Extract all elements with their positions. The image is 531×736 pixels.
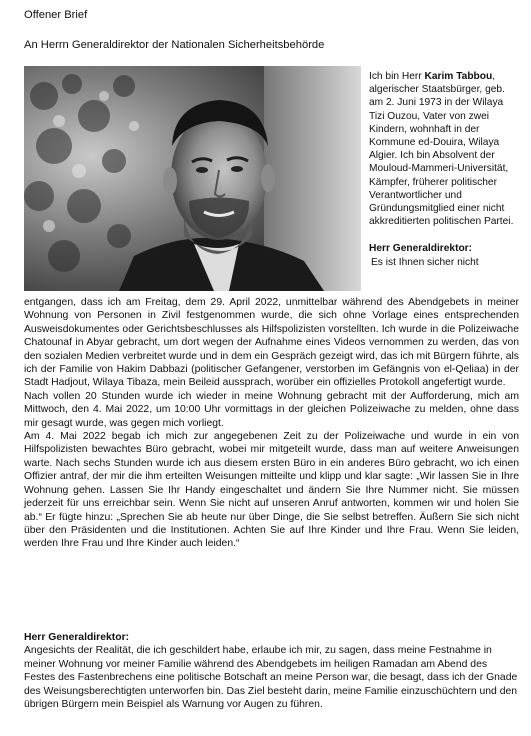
letter-closing xyxy=(24,631,519,711)
second-paragraph: Nach vollen 20 Stunden wurde ich wieder in meine Wohnung gebracht mit der Aufforderung, mich am Mittwoch, den 4. Mai 2022, um 10:00 Uhr vormittags in der gleichen Polizeiwache zu melden, ohne dass mir gesagt wurde, was gegen mich vorliegt. xyxy=(24,390,519,429)
fourth-paragraph: Angesichts der Realität, die ich geschildert habe, erlaube ich mir, zu sagen, dass meine Festnahme in meiner Wohnung vor meiner Familie während des Abendgebets im heiligen Ramadan am Abend des Festes des Fastenbrechens eine politische Botschaft an meine Person war, die besagt, dass ich der Gnade des Weisungsberechtigten unterworfen bin. Das Ziel besteht darin, meine Familie einzuschüchtern und den übrigen Bürgern mein Beispiel als Warnung vor Augen zu führen. xyxy=(24,645,518,711)
intro-suffix: , algerischer Staatsbürger, geb. am 2. Juni 1973 in der Wilaya Tizi Ouzou, Vater von zwei Kindern, wohnhaft in der Kommune ed-Douira, Wilaya Algier. Ich bin Absolvent der Mouloud-Mammeri-Universität, Kämpfer, früherer politischer Verantwortlicher und Gründungsmitglied einer nicht akkreditierten politischen Partei. xyxy=(369,71,514,228)
first-paragraph-start: Es ist Ihnen sicher nicht xyxy=(371,256,479,268)
letter-addressee: An Herrn Generaldirektor der Nationalen Sicherheitsbehörde xyxy=(24,39,325,51)
letter-title: Offener Brief xyxy=(24,9,88,21)
salutation-first: Herr Generaldirektor: xyxy=(369,243,473,255)
intro-paragraph xyxy=(369,70,521,228)
portrait-photo xyxy=(24,66,361,291)
portrait-photo-image xyxy=(24,66,361,291)
author-name: Karim Tabbou xyxy=(424,71,493,82)
salutation-second: Herr Generaldirektor: xyxy=(24,632,130,643)
intro-prefix: Ich bin Herr xyxy=(369,71,425,82)
first-paragraph-rest: entgangen, dass ich am Freitag, dem 29. April 2022, unmittelbar während des Abendgebets in meiner Wohnung von Personen in Zivil festgenommen wurde, die sich ohne Vorlage eines entsprechenden Ausweisdokumentes oder Gerichtsbeschlusses als Hilfspolizisten vorstellten. Ich wurde in die Polizeiwache Chatounaf in Abyar gebracht, um dort wegen der Aufnahme eines Videos vernommen zu werden, das von den sozialen Medien verbreitet wurde und in dem ein Gespräch gezeigt wird, das ich mit Bürgern führte, als ich der Familie von Hakim Dabbazi (politischer Gefangener, verstorben im Gefängnis von el-Qeliaa) in der Stadt Hadjout, Wilaya Tibaza, mein Beileid aussprach, worüber ein offizielles Protokoll angefertigt wurde. xyxy=(24,297,519,389)
intro-column xyxy=(369,70,521,269)
third-paragraph: Am 4. Mai 2022 begab ich mich zur angegebenen Zeit zu der Polizeiwache und wurde in ein von Hilfspolizisten bewachtes Büro gebracht, wobei mir mitgeteilt wurde, dass man auf weitere Anweisungen warte. Nach sechs Stunden wurde ich aus diesem ersten Büro in ein anderes Büro gebracht, wo ich einen Offizier antraf, der mir die ihm erteilten Weisungen mitteilte und klipp und klar sagte: „Wir lassen Sie in Ihre Wohnung gehen. Lassen Sie Ihr Handy eingeschaltet und ändern Sie Ihre Nummer nicht. Sie müssen jederzeit für uns erreichbar sein. Wenn Sie nicht auf unseren Anruf antworten, kommen wir und holen Sie ab.“ Er fügte hinzu: „Sprechen Sie ab heute nur über Dinge, die Sie selbst betreffen. Äußern Sie sich nicht über den Präsidenten und die Institutionen. Achten Sie auf Ihre Kinder und Ihre Frau. Wenn Sie leiden, werden Ihre Frau und Ihre Kinder auch leiden.“ xyxy=(24,431,519,550)
letter-body xyxy=(24,296,519,551)
